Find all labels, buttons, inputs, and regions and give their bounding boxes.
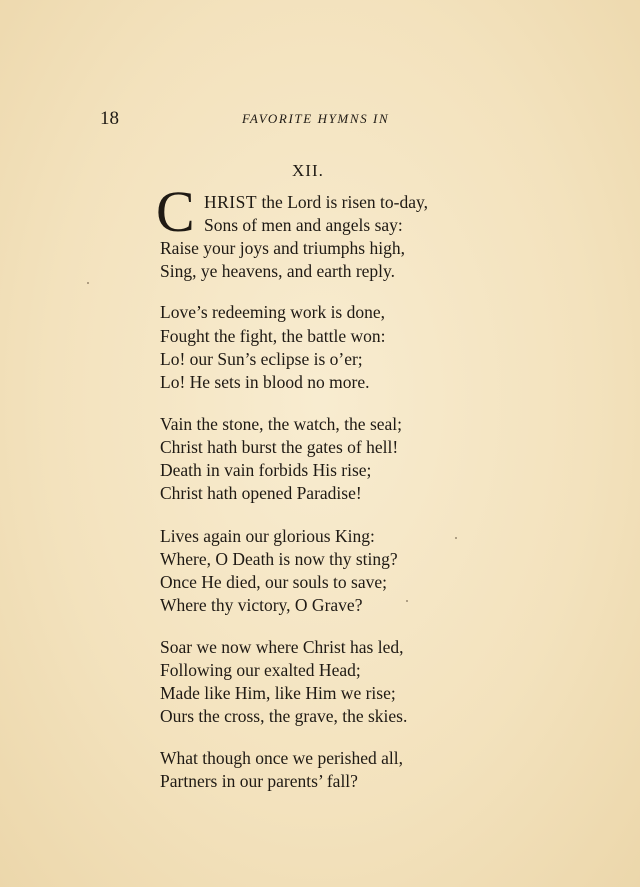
drop-cap: C	[156, 179, 195, 244]
hymn-line: Raise your joys and triumphs high,	[160, 238, 405, 258]
hymn-line: Partners in our parents’ fall?	[160, 771, 358, 791]
hymn-line: Made like Him, like Him we rise;	[160, 683, 396, 703]
running-head: FAVORITE HYMNS IN	[242, 111, 390, 126]
hymn-line: Lives again our glorious King:	[160, 526, 375, 546]
page-number: 18	[100, 108, 119, 129]
hymn-line: Where, O Death is now thy sting?	[160, 549, 398, 569]
hymn-line: Vain the stone, the watch, the seal;	[160, 414, 403, 434]
hymn-line: Ours the cross, the grave, the skies.	[160, 706, 408, 726]
hymn-line: Fought the fight, the battle won:	[160, 326, 386, 346]
hymn-line: Lo! our Sun’s eclipse is o’er;	[160, 349, 363, 369]
hymn-line: Once He died, our souls to save;	[160, 572, 387, 592]
hymn-line: Lo! He sets in blood no more.	[160, 372, 370, 392]
hymn-line: Christ hath burst the gates of hell!	[160, 437, 399, 457]
paper-speck	[87, 282, 89, 284]
hymn-line: Where thy victory, O Grave?	[160, 595, 363, 615]
hymn-line: Following our exalted Head;	[160, 660, 361, 680]
first-word-smallcaps: HRIST	[204, 192, 258, 212]
first-line-rest: the Lord is risen to-day,	[257, 192, 428, 212]
hymn-line: Soar we now where Christ has led,	[160, 637, 404, 657]
hymn-line: Christ hath opened Paradise!	[160, 483, 362, 503]
paper-speck	[406, 600, 408, 602]
hymn-line: Love’s redeeming work is done,	[160, 302, 386, 322]
paper-speck	[455, 537, 457, 539]
hymn-first-line	[204, 190, 428, 214]
hymn-line: Death in vain forbids His rise;	[160, 460, 372, 480]
hymn-number: XII.	[292, 161, 324, 180]
hymn-line: What though once we perished all,	[160, 748, 403, 768]
hymn-line: Sons of men and angels say:	[204, 215, 403, 235]
hymn-line: Sing, ye heavens, and earth reply.	[160, 261, 396, 281]
